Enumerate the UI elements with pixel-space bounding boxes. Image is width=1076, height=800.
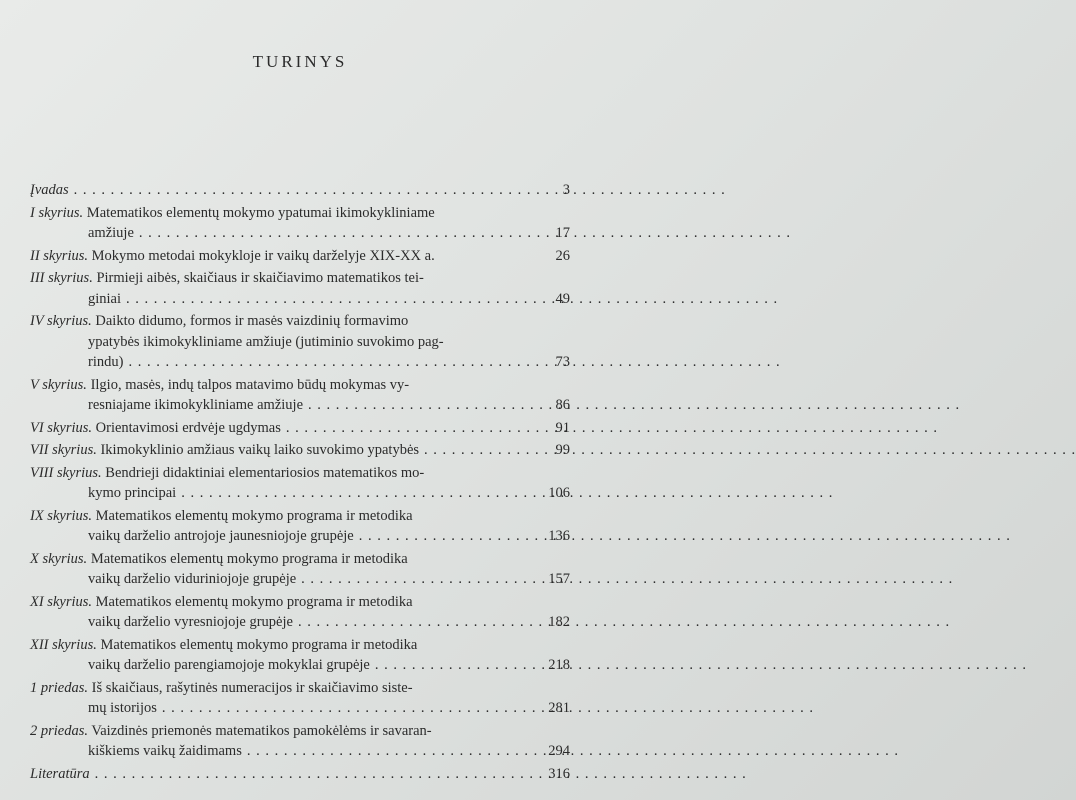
- toc-line: [30, 741, 570, 762]
- toc-line: [30, 289, 570, 310]
- toc-line: [30, 612, 570, 633]
- page-title: TURINYS: [252, 52, 348, 71]
- dot-leader: [424, 440, 543, 461]
- toc-line: [30, 375, 570, 396]
- toc-entry-title: Matematikos elementų mokymo programa ir metodika: [100, 636, 418, 653]
- dot-leader: [74, 180, 543, 201]
- toc-entry-title: Vaizdinės priemonės matematikos pamokėlėms ir savaran-: [91, 722, 432, 739]
- toc-line: [30, 526, 570, 547]
- page-number: 218: [548, 657, 570, 673]
- toc-entry-text: [30, 678, 413, 699]
- toc-entry-title: Pirmieji aibės, skaičiaus ir skaičiavimo matematikos tei-: [96, 270, 424, 286]
- toc-entry-text: [88, 395, 303, 416]
- toc-entry-text: [30, 375, 409, 396]
- toc-entry-text: [30, 635, 417, 656]
- toc-line: [30, 463, 570, 484]
- dot-leader: [162, 698, 543, 719]
- toc-line: [30, 440, 570, 461]
- toc-entry: [30, 203, 570, 244]
- toc-line: [30, 352, 570, 373]
- page-number: 3: [562, 182, 570, 198]
- dot-leader: [139, 223, 543, 244]
- toc-entry-title: vaikų darželio vyresniojoje grupėje: [88, 614, 293, 630]
- toc-entry-text: [88, 526, 354, 547]
- toc-entry-title: Bendrieji didaktiniai elementariosios matematikos mo-: [105, 464, 425, 481]
- toc-line: [30, 698, 570, 719]
- toc-entry-text: [88, 569, 296, 590]
- toc-entry-title: amžiuje: [88, 225, 134, 241]
- toc-entry-label: VI skyrius.: [30, 419, 93, 436]
- toc-entry: [30, 678, 570, 719]
- toc-entry: [30, 268, 570, 309]
- toc-entry-label: XII skyrius.: [30, 636, 97, 653]
- toc-entry-title: Daikto didumo, formos ir masės vaizdinių formavimo: [95, 313, 409, 329]
- toc-line: [30, 246, 570, 267]
- toc-entry-title: resniajame ikimokykliniame amžiuje: [88, 397, 304, 413]
- toc-entry-text: [88, 698, 157, 719]
- toc-entry: [30, 592, 570, 633]
- toc-entry-title: vaikų darželio viduriniojoje grupėje: [88, 571, 297, 587]
- toc-entry: [30, 440, 570, 461]
- toc-line: [30, 506, 570, 527]
- toc-line: [30, 223, 570, 244]
- toc-entry-text: [30, 506, 413, 527]
- toc-entry: [30, 764, 570, 785]
- dot-leader: [286, 418, 543, 439]
- toc-entry: [30, 375, 570, 416]
- toc-line: [30, 395, 570, 416]
- toc-entry: [30, 418, 570, 439]
- toc-entry-label: 1 priedas.: [30, 679, 88, 696]
- toc-entry-text: [88, 352, 123, 373]
- page-number: 316: [548, 765, 570, 782]
- toc-line: [30, 418, 570, 439]
- toc-entry-text: [88, 223, 134, 244]
- toc-line: [30, 764, 570, 785]
- toc-entry-label: I skyrius.: [30, 204, 84, 221]
- page-number: 91: [555, 419, 570, 436]
- toc-entry-label: XI skyrius.: [30, 593, 93, 610]
- toc-entry: [30, 463, 570, 504]
- toc-line: [30, 569, 570, 590]
- page-number: 182: [548, 614, 570, 630]
- dot-leader: [126, 289, 543, 310]
- toc-entry: [30, 506, 570, 547]
- toc-entry-title: kiškiems vaikų žaidimams: [88, 743, 242, 759]
- toc-entry-text: [30, 418, 281, 439]
- page-number: 106: [548, 485, 570, 501]
- toc-entry-text: [30, 764, 90, 785]
- dot-leader: [375, 655, 543, 676]
- page-number: 157: [548, 571, 570, 587]
- toc-entry-label: IX skyrius.: [30, 507, 93, 524]
- toc-entry-text: [30, 268, 424, 289]
- toc-line: [30, 483, 570, 504]
- toc-entry-title: Ilgio, masės, indų talpos matavimo būdų mokymas vy-: [90, 376, 410, 393]
- toc-line: [30, 592, 570, 613]
- toc-entry-label: X skyrius.: [30, 550, 88, 567]
- dot-leader: [308, 395, 543, 416]
- toc-entry-label: IV skyrius.: [30, 313, 92, 329]
- toc-line: [30, 203, 570, 224]
- toc-entry-label: VIII skyrius.: [30, 464, 102, 481]
- table-of-contents: [30, 180, 570, 786]
- toc-entry: [30, 549, 570, 590]
- dot-leader: [359, 526, 543, 547]
- toc-entry-label: V skyrius.: [30, 376, 87, 393]
- toc-entry-title: ypatybės ikimokykliniame amžiuje (jutiminio suvokimo pag-: [88, 333, 444, 350]
- toc-entry-text: [30, 592, 413, 613]
- page-number: 17: [555, 225, 570, 241]
- toc-line: [30, 268, 570, 289]
- dot-leader: [301, 569, 543, 590]
- toc-entry-text: [30, 440, 419, 461]
- toc-entry-label: 2 priedas.: [30, 722, 88, 739]
- toc-entry-title: rindu): [88, 354, 124, 370]
- toc-entry-title: kymo principai: [88, 485, 177, 501]
- toc-line: [30, 311, 570, 332]
- toc-entry-text: [30, 203, 435, 224]
- toc-line: [30, 180, 570, 201]
- toc-entry-text: [30, 311, 408, 332]
- dot-leader: [95, 764, 543, 785]
- toc-entry: [30, 246, 570, 267]
- toc-entry-title: Mokymo metodai mokykloje ir vaikų darželyje XIX-XX a.: [91, 247, 435, 264]
- toc-entry-label: II skyrius.: [30, 247, 88, 264]
- toc-entry-title: Ikimokyklinio amžiaus vaikų laiko suvokimo ypatybės: [100, 442, 420, 458]
- toc-entry-title: giniai: [88, 290, 122, 307]
- page-number: 26: [555, 247, 570, 264]
- toc-entry-title: Orientavimosi erdvėje ugdymas: [95, 419, 281, 436]
- dot-leader: [181, 483, 543, 504]
- toc-line: [30, 549, 570, 570]
- dot-leader: [298, 612, 543, 633]
- toc-entry-title: vaikų darželio parengiamojoje mokyklai grupėje: [88, 657, 370, 673]
- toc-entry-text: [30, 180, 69, 201]
- toc-entry-title: mų istorijos: [88, 700, 157, 716]
- toc-entry-text: [88, 289, 121, 310]
- toc-entry-text: [30, 246, 548, 267]
- toc-entry-label: Įvadas: [30, 182, 69, 198]
- dot-leader: [247, 741, 543, 762]
- toc-entry-text: [88, 483, 176, 504]
- toc-line: [30, 655, 570, 676]
- toc-line: [30, 635, 570, 656]
- toc-entry-text: [30, 721, 432, 742]
- toc-line: [30, 332, 570, 353]
- toc-line: [30, 678, 570, 699]
- page-number: 99: [555, 442, 570, 458]
- toc-entry-text: [88, 612, 293, 633]
- toc-entry: [30, 721, 570, 762]
- toc-entry-title: vaikų darželio antrojoje jaunesniojoje grupėje: [88, 528, 354, 544]
- page-number: 281: [548, 700, 570, 716]
- toc-entry-title: Matematikos elementų mokymo programa ir metodika: [95, 593, 413, 610]
- page-number: 136: [548, 528, 570, 544]
- page-number: 86: [555, 397, 570, 413]
- toc-entry-title: Matematikos elementų mokymo programa ir metodika: [90, 550, 408, 567]
- toc-entry-title: Iš skaičiaus, rašytinės numeracijos ir skaičiavimo siste-: [91, 679, 413, 696]
- toc-entry-label: III skyrius.: [30, 270, 93, 286]
- dot-leader: [128, 352, 543, 373]
- toc-entry-label: Literatūra: [30, 765, 90, 782]
- toc-entry-text: [30, 463, 424, 484]
- toc-line: [30, 721, 570, 742]
- toc-entry-label: VII skyrius.: [30, 442, 97, 458]
- toc-entry-title: Matematikos elementų mokymo programa ir metodika: [95, 507, 413, 524]
- toc-entry-title: Matematikos elementų mokymo ypatumai ikimokykliniame: [86, 204, 435, 221]
- toc-entry-text: [88, 655, 370, 676]
- toc-entry-text: [88, 332, 444, 353]
- page-number: 73: [555, 354, 570, 370]
- toc-entry-text: [30, 549, 408, 570]
- page-number: 49: [555, 290, 570, 307]
- page-number: 294: [548, 743, 570, 759]
- toc-entry: [30, 311, 570, 373]
- toc-entry: [30, 635, 570, 676]
- toc-entry: [30, 180, 570, 201]
- toc-entry-text: [88, 741, 242, 762]
